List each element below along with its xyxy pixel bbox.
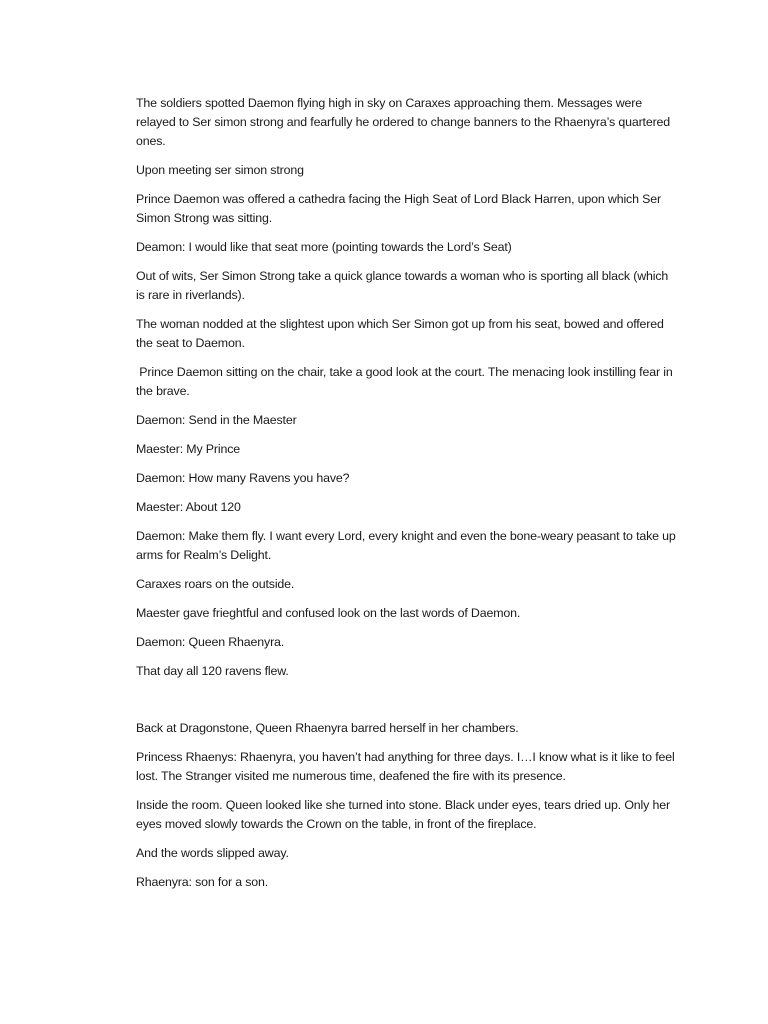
paragraph: And the words slipped away. [136, 846, 289, 860]
paragraph: Maester gave frieghtful and confused look on the last words of Daemon. [136, 606, 521, 620]
paragraph: Inside the room. Queen looked like she turned into stone. Black under eyes, tears dried up. Only her eyes moved slowly towards the Crown on the table, in front of the fireplace. [136, 798, 674, 831]
paragraph: Maester: My Prince [136, 442, 241, 456]
paragraph: Back at Dragonstone, Queen Rhaenyra barred herself in her chambers. [136, 721, 519, 735]
paragraph: Daemon: Make them fly. I want every Lord, every knight and even the bone-weary peasant to take up arms for Realm’s Delight. [136, 529, 679, 562]
paragraph: Daemon: Send in the Maester [136, 413, 297, 427]
paragraph: Prince Daemon sitting on the chair, take a good look at the court. The menacing look instilling fear in the brave. [136, 365, 676, 398]
paragraph: Upon meeting ser simon strong [136, 163, 304, 177]
document-body [136, 94, 679, 892]
paragraph: Princess Rhaenys: Rhaenyra, you haven’t had anything for three days. I…I know what is it like to feel lost. The Stranger visited me numerous time, deafened the fire with its presence. [136, 750, 678, 783]
paragraph: Daemon: Queen Rhaenyra. [136, 635, 285, 649]
paragraph: Rhaenyra: son for a son. [136, 875, 269, 889]
paragraph: The woman nodded at the slightest upon which Ser Simon got up from his seat, bowed and offered the seat to Daemon. [136, 317, 668, 350]
paragraph: The soldiers spotted Daemon flying high in sky on Caraxes approaching them. Messages were relayed to Ser simon strong and fearfully he ordered to change banners to the Rhaenyra’s quartered ones. [136, 96, 674, 148]
paragraph: Daemon: How many Ravens you have? [136, 471, 350, 485]
paragraph: Caraxes roars on the outside. [136, 577, 295, 591]
paragraph: Out of wits, Ser Simon Strong take a quick glance towards a woman who is sporting all black (which is rare in riverlands). [136, 269, 672, 302]
paragraph: Maester: About 120 [136, 500, 241, 514]
paragraph: That day all 120 ravens flew. [136, 664, 289, 678]
paragraph: Deamon: I would like that seat more (pointing towards the Lord’s Seat) [136, 240, 512, 254]
paragraph: Prince Daemon was offered a cathedra facing the High Seat of Lord Black Harren, upon which Ser Simon Strong was sitting. [136, 192, 665, 225]
